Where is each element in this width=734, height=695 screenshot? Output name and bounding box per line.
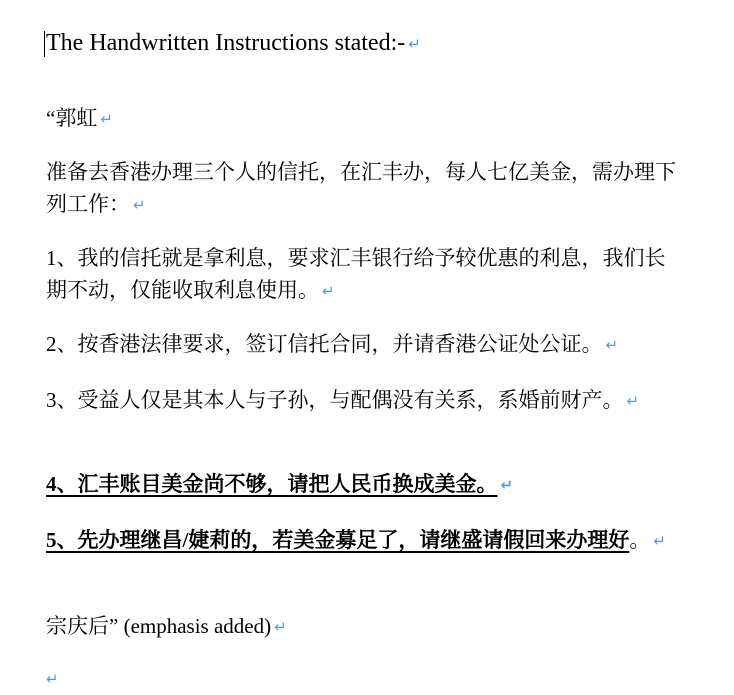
item-3-text: 3、受益人仅是其本人与子孙，与配偶没有关系，系婚前财产。 <box>46 388 624 412</box>
item-1-paragraph <box>46 242 686 307</box>
item-2-paragraph <box>46 328 686 361</box>
heading-text: The Handwritten Instructions stated:- <box>46 30 406 56</box>
paragraph-mark-icon: ↵ <box>605 336 619 354</box>
heading-paragraph <box>46 27 686 60</box>
item-4-paragraph <box>46 468 686 501</box>
paragraph-mark-icon: ↵ <box>626 392 640 410</box>
item-5-paragraph <box>46 524 686 557</box>
signoff-paragraph <box>46 610 686 643</box>
paragraph-mark-icon: ↵ <box>653 532 666 550</box>
text-cursor <box>44 31 45 57</box>
salutation-text: “郭虹 <box>46 106 98 130</box>
salutation-paragraph <box>46 102 686 135</box>
intro-paragraph <box>46 156 686 221</box>
paragraph-mark-icon: ↵ <box>274 618 287 636</box>
paragraph-mark-icon: ↵ <box>500 476 514 494</box>
paragraph-mark-icon: ↵ <box>408 35 421 53</box>
paragraph-mark-icon: ↵ <box>322 282 335 300</box>
item-1-text: 1、我的信托就是拿利息，要求汇丰银行给予较优惠的利息，我们长期不动，仅能收取利息使用。 <box>46 246 666 302</box>
paragraph-mark-icon: ↵ <box>100 110 113 128</box>
empty-paragraph <box>46 662 686 695</box>
item-5-text: 5、先办理继昌/婕莉的，若美金募足了，请继盛请假回来办理好 <box>46 528 630 552</box>
item-2-text: 2、按香港法律要求，签订信托合同，并请香港公证处公证。 <box>46 332 603 356</box>
intro-text: 准备去香港办理三个人的信托，在汇丰办，每人七亿美金，需办理下列工作： <box>46 160 676 216</box>
item-5-tail: 。 <box>629 528 651 552</box>
item-3-paragraph <box>46 384 686 417</box>
item-4-text: 4、汇丰账目美金尚不够，请把人民币换成美金。 <box>46 472 498 496</box>
paragraph-mark-icon: ↵ <box>133 196 146 214</box>
signoff-text: 宗庆后” (emphasis added) <box>46 614 272 638</box>
paragraph-mark-icon: ↵ <box>46 670 59 688</box>
